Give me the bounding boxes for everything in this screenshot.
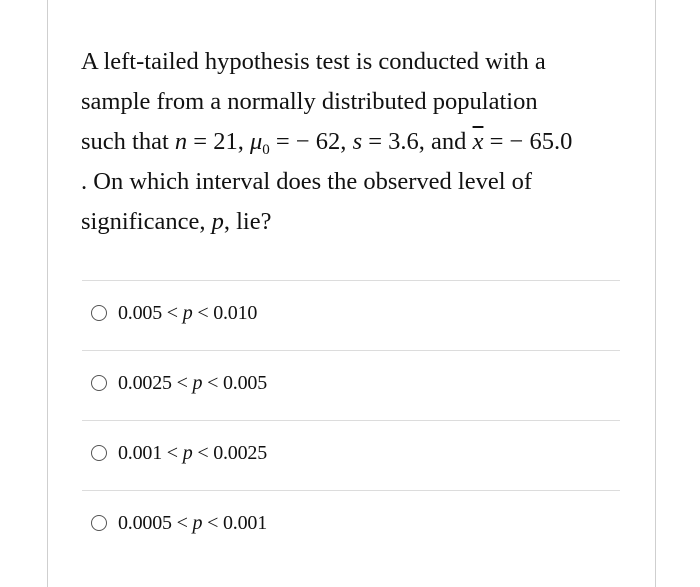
divider: [82, 490, 620, 491]
answer-option-4[interactable]: [91, 503, 591, 543]
xbar-symbol: $\overline{x}$: [472, 128, 484, 155]
question-line-2: sample from a normally distributed population: [81, 88, 538, 115]
answer-option-label: 0.005 < p < 0.010: [118, 301, 258, 324]
radio-button[interactable]: [91, 305, 107, 321]
question-line-5-suffix: , lie?: [223, 208, 272, 235]
mu-subscript: 0: [262, 142, 270, 158]
answer-option-1[interactable]: [91, 293, 591, 333]
answer-option-label: 0.0005 < p < 0.001: [118, 511, 267, 534]
s-value: = 3.6, and: [362, 128, 473, 155]
question-line-4: . On which interval does the observed level of: [81, 168, 533, 195]
xbar-value: = − 65.0: [483, 128, 573, 155]
s-symbol: s: [352, 128, 363, 155]
divider: [82, 420, 620, 421]
question-text: [81, 42, 641, 242]
question-line-3-prefix: such that: [81, 128, 175, 155]
answer-option-3[interactable]: [91, 433, 591, 473]
n-symbol: n: [174, 128, 188, 155]
mu-symbol: μ: [249, 128, 263, 155]
question-line-5: [81, 202, 641, 242]
question-line-3: [81, 122, 641, 162]
divider: [82, 350, 620, 351]
divider: [82, 280, 620, 281]
n-value: = 21,: [187, 128, 250, 155]
radio-button[interactable]: [91, 375, 107, 391]
question-line-5-prefix: significance,: [81, 208, 212, 235]
radio-button[interactable]: [91, 515, 107, 531]
p-symbol: p: [211, 208, 224, 235]
radio-button[interactable]: [91, 445, 107, 461]
answer-option-label: 0.001 < p < 0.0025: [118, 441, 267, 464]
answer-option-2[interactable]: [91, 363, 591, 403]
mu-value: = − 62,: [269, 128, 353, 155]
answer-option-label: 0.0025 < p < 0.005: [118, 371, 267, 394]
question-line-1: A left-tailed hypothesis test is conducted with a: [81, 48, 546, 75]
